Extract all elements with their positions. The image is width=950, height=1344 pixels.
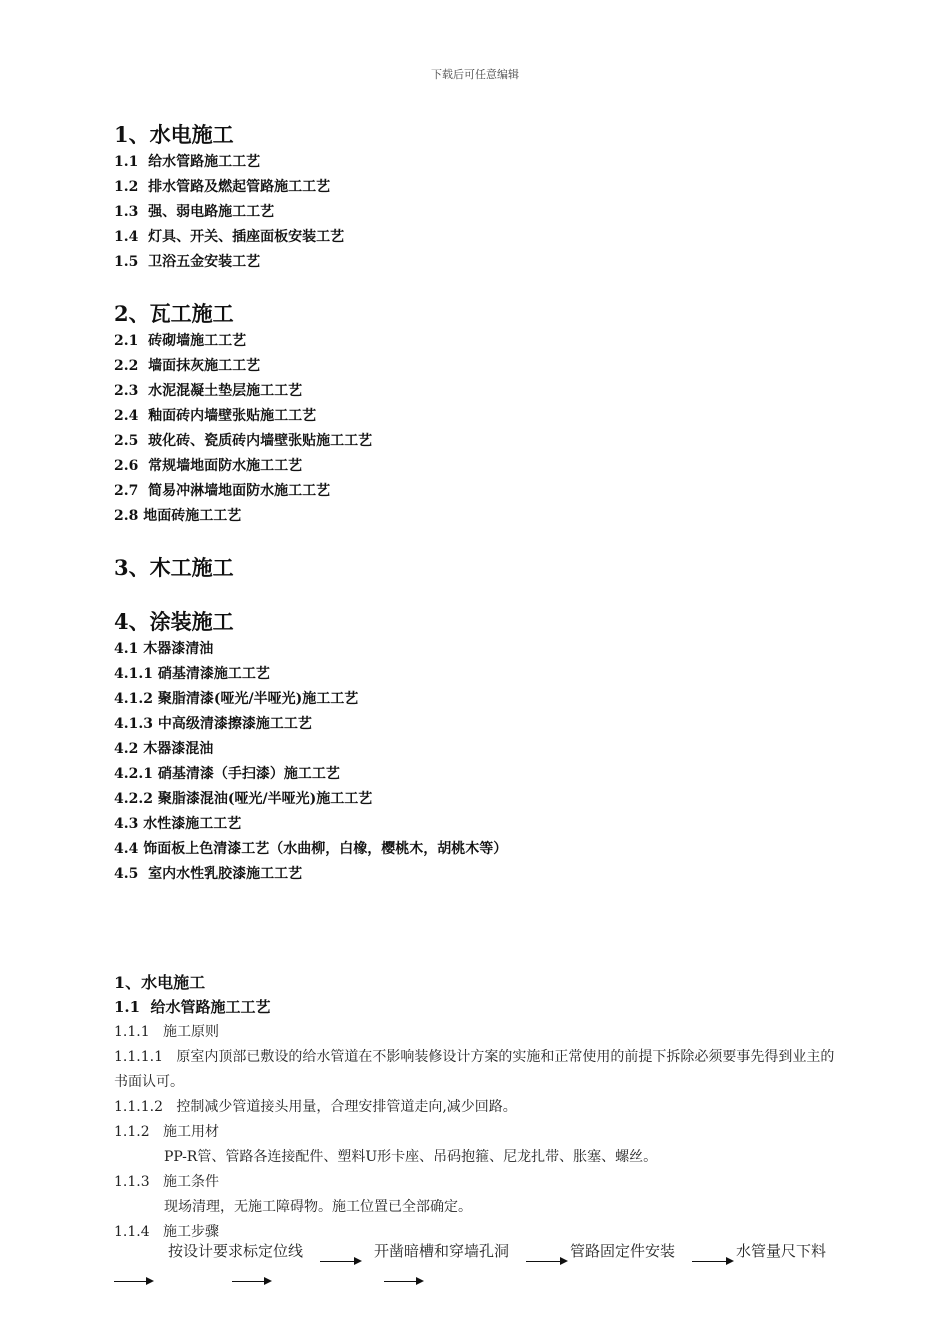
clause-heading: 1.1.2 施工用材: [114, 1124, 219, 1140]
toc-item: 2.4 釉面砖内墙壁张贴施工工艺: [114, 408, 317, 424]
toc-item: 4.2 木器漆混油: [114, 741, 214, 757]
clause-paragraph: 1.1.1.2 控制减少管道接头用量，合理安排管道走向,减少回路。: [114, 1099, 517, 1115]
clause-heading: 1.1.4 施工步骤: [114, 1224, 219, 1240]
toc-section-4-title: 4、涂装施工: [114, 609, 234, 634]
toc-item: 4.5 室内水性乳胶漆施工工艺: [114, 866, 303, 882]
flow-arrow-icon: [526, 1261, 566, 1262]
toc-item: 2.5 玻化砖、瓷质砖内墙壁张贴施工工艺: [114, 433, 373, 449]
toc-item: 2.6 常规墙地面防水施工工艺: [114, 458, 303, 474]
conditions-paragraph: 现场清理，无施工障碍物。施工位置已全部确定。: [164, 1199, 472, 1215]
flow-arrow-icon: [232, 1281, 270, 1282]
toc-item: 1.4 灯具、开关、插座面板安装工艺: [114, 229, 345, 245]
clause-heading: 1.1.3 施工条件: [114, 1174, 219, 1190]
toc-item: 4.1.2 聚脂清漆(哑光/半哑光)施工工艺: [114, 691, 359, 707]
flow-step: 按设计要求标定位线: [168, 1242, 304, 1260]
toc-item: 1.2 排水管路及燃起管路施工工艺: [114, 179, 331, 195]
body-content: [114, 970, 844, 1245]
toc-item: 4.1.1 硝基清漆施工工艺: [114, 666, 270, 682]
materials-paragraph: PP-R管、管路各连接配件、塑料U形卡座、吊码抱箍、尼龙扎带、胀塞、螺丝。: [164, 1149, 658, 1165]
toc-item: 4.1 木器漆清油: [114, 641, 214, 657]
toc-item: 2.8 地面砖施工工艺: [114, 508, 242, 524]
flow-step: 水管量尺下料: [736, 1242, 827, 1260]
section-heading: 1、水电施工: [114, 973, 206, 992]
toc-item: 2.1 砖砌墙施工工艺: [114, 333, 247, 349]
toc-item: 2.3 水泥混凝土垫层施工工艺: [114, 383, 303, 399]
subsection-heading: 1.1 给水管路施工工艺: [114, 998, 271, 1016]
clause-paragraph: 1.1.1.1 原室内顶部已敷设的给水管道在不影响装修设计方案的实施和正常使用的前提下拆除必须要事先得到业主的书面认可。: [114, 1049, 835, 1090]
flow-arrow-icon: [384, 1281, 422, 1282]
table-of-contents: [114, 120, 874, 887]
toc-section-2-title: 2、瓦工施工: [114, 301, 234, 326]
toc-item: 4.3 水性漆施工工艺: [114, 816, 242, 832]
toc-item: 4.1.3 中高级清漆擦漆施工工艺: [114, 716, 312, 732]
clause-heading: 1.1.1 施工原则: [114, 1024, 219, 1040]
toc-section-3-title: 3、木工施工: [114, 555, 234, 580]
toc-item: 4.2.2 聚脂漆混油(哑光/半哑光)施工工艺: [114, 791, 373, 807]
toc-item: 2.7 简易冲淋墙地面防水施工工艺: [114, 483, 331, 499]
flow-step: 管路固定件安装: [570, 1242, 676, 1260]
toc-item: 1.3 强、弱电路施工工艺: [114, 204, 275, 220]
toc-item: 2.2 墙面抹灰施工工艺: [114, 358, 261, 374]
toc-section-1-title: 1、水电施工: [114, 122, 234, 147]
flow-arrow-icon: [114, 1281, 152, 1282]
toc-item: 1.5 卫浴五金安装工艺: [114, 254, 261, 270]
flow-arrow-icon: [692, 1261, 732, 1262]
flow-step: 开凿暗槽和穿墙孔洞: [374, 1242, 510, 1260]
toc-item: 4.2.1 硝基清漆（手扫漆）施工工艺: [114, 766, 340, 782]
flow-arrow-icon: [320, 1261, 360, 1262]
toc-item: 4.4 饰面板上色清漆工艺（水曲柳，白橡，樱桃木，胡桃木等）: [114, 841, 508, 857]
header-note: 下载后可任意编辑: [431, 68, 519, 81]
toc-item: 1.1 给水管路施工工艺: [114, 154, 261, 170]
process-flow: [114, 1240, 844, 1300]
